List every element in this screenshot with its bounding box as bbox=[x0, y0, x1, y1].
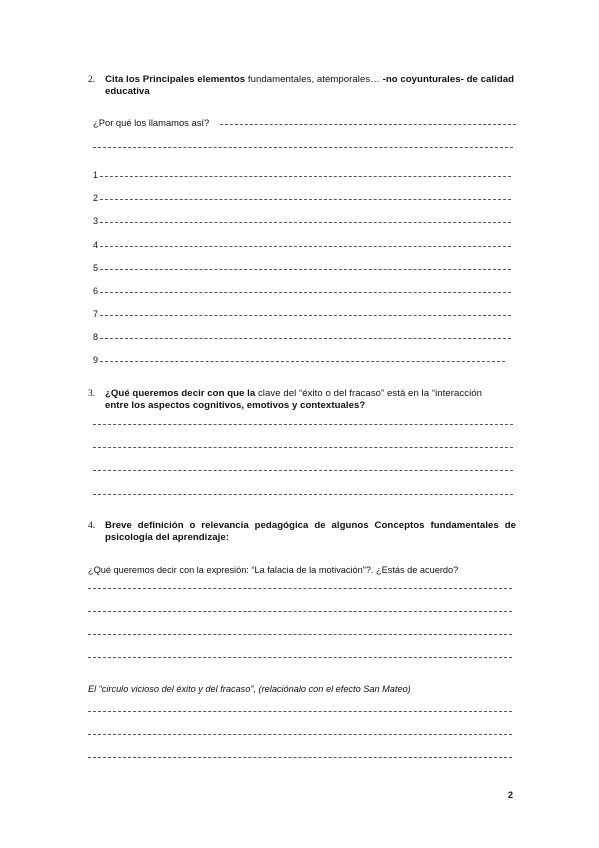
list-item-number: 2 bbox=[93, 193, 99, 203]
answer-line[interactable] bbox=[93, 470, 513, 471]
answer-line[interactable] bbox=[100, 315, 511, 316]
list-item[interactable] bbox=[93, 193, 511, 205]
answer-line[interactable] bbox=[88, 634, 512, 635]
page-number: 2 bbox=[508, 790, 514, 800]
section-3-number: 3. bbox=[88, 389, 96, 399]
answer-line[interactable] bbox=[100, 176, 511, 177]
section-2-heading-bold-b: -no coyunturales- de calidad educativa bbox=[105, 74, 515, 97]
answer-line[interactable] bbox=[93, 424, 513, 425]
section-2-heading-normal: fundamentales, atemporales… bbox=[245, 74, 383, 85]
answer-line[interactable] bbox=[88, 588, 512, 589]
list-item[interactable] bbox=[93, 309, 511, 321]
list-item[interactable] bbox=[93, 240, 511, 252]
list-item[interactable] bbox=[93, 216, 511, 228]
section-3-heading bbox=[105, 388, 517, 412]
answer-line[interactable] bbox=[93, 494, 513, 495]
list-item[interactable] bbox=[93, 355, 511, 367]
section-2-question: ¿Por qué los llamamos así? bbox=[93, 117, 210, 128]
list-item-number: 5 bbox=[93, 263, 99, 273]
list-item[interactable] bbox=[93, 286, 511, 298]
section-3-heading-bold-b: entre los aspectos cognitivos, emotivos y contextuales? bbox=[105, 400, 366, 411]
answer-line[interactable] bbox=[100, 361, 505, 362]
answer-line[interactable] bbox=[100, 269, 511, 270]
list-item-number: 8 bbox=[93, 332, 99, 342]
answer-line[interactable] bbox=[88, 657, 512, 658]
section-4-question-2: El “circulo vicioso del éxito y del fracaso”, (relaciónalo con el efecto San Mateo) bbox=[88, 684, 411, 694]
list-item-number: 3 bbox=[93, 216, 99, 226]
answer-line[interactable] bbox=[88, 757, 512, 758]
section-4-heading: Breve definición o relevancia pedagógica de algunos Conceptos fundamentales de psicología del aprendizaje: bbox=[105, 520, 516, 543]
list-item[interactable] bbox=[93, 263, 511, 275]
answer-line[interactable] bbox=[220, 124, 516, 125]
section-3-heading-bold-a: ¿Qué queremos decir con que la bbox=[105, 388, 256, 399]
answer-line[interactable] bbox=[100, 222, 511, 223]
list-item-number: 9 bbox=[93, 355, 99, 365]
section-4-number: 4. bbox=[88, 521, 96, 531]
list-item-number: 6 bbox=[93, 286, 99, 296]
answer-line[interactable] bbox=[88, 611, 512, 612]
answer-line[interactable] bbox=[88, 711, 512, 712]
section-2-heading bbox=[105, 74, 516, 98]
section-4-question-1: ¿Qué queremos decir con la expresión: “La falacia de la motivación”?. ¿Estás de acuerdo? bbox=[88, 565, 459, 575]
section-2-number: 2. bbox=[88, 75, 96, 85]
list-item-number: 1 bbox=[93, 170, 99, 180]
answer-line[interactable] bbox=[88, 734, 512, 735]
list-item-number: 4 bbox=[93, 240, 99, 250]
answer-line[interactable] bbox=[100, 292, 511, 293]
answer-line[interactable] bbox=[100, 199, 511, 200]
list-item[interactable] bbox=[93, 170, 511, 182]
section-3-heading-normal: clave del “éxito o del fracaso” está en la “interacción bbox=[255, 388, 483, 399]
answer-line[interactable] bbox=[93, 147, 513, 148]
answer-line[interactable] bbox=[100, 246, 511, 247]
list-item[interactable] bbox=[93, 332, 511, 344]
section-2-heading-bold-a: Cita los Principales elementos bbox=[105, 74, 246, 85]
answer-line[interactable] bbox=[93, 447, 513, 448]
list-item-number: 7 bbox=[93, 309, 99, 319]
answer-line[interactable] bbox=[100, 338, 511, 339]
